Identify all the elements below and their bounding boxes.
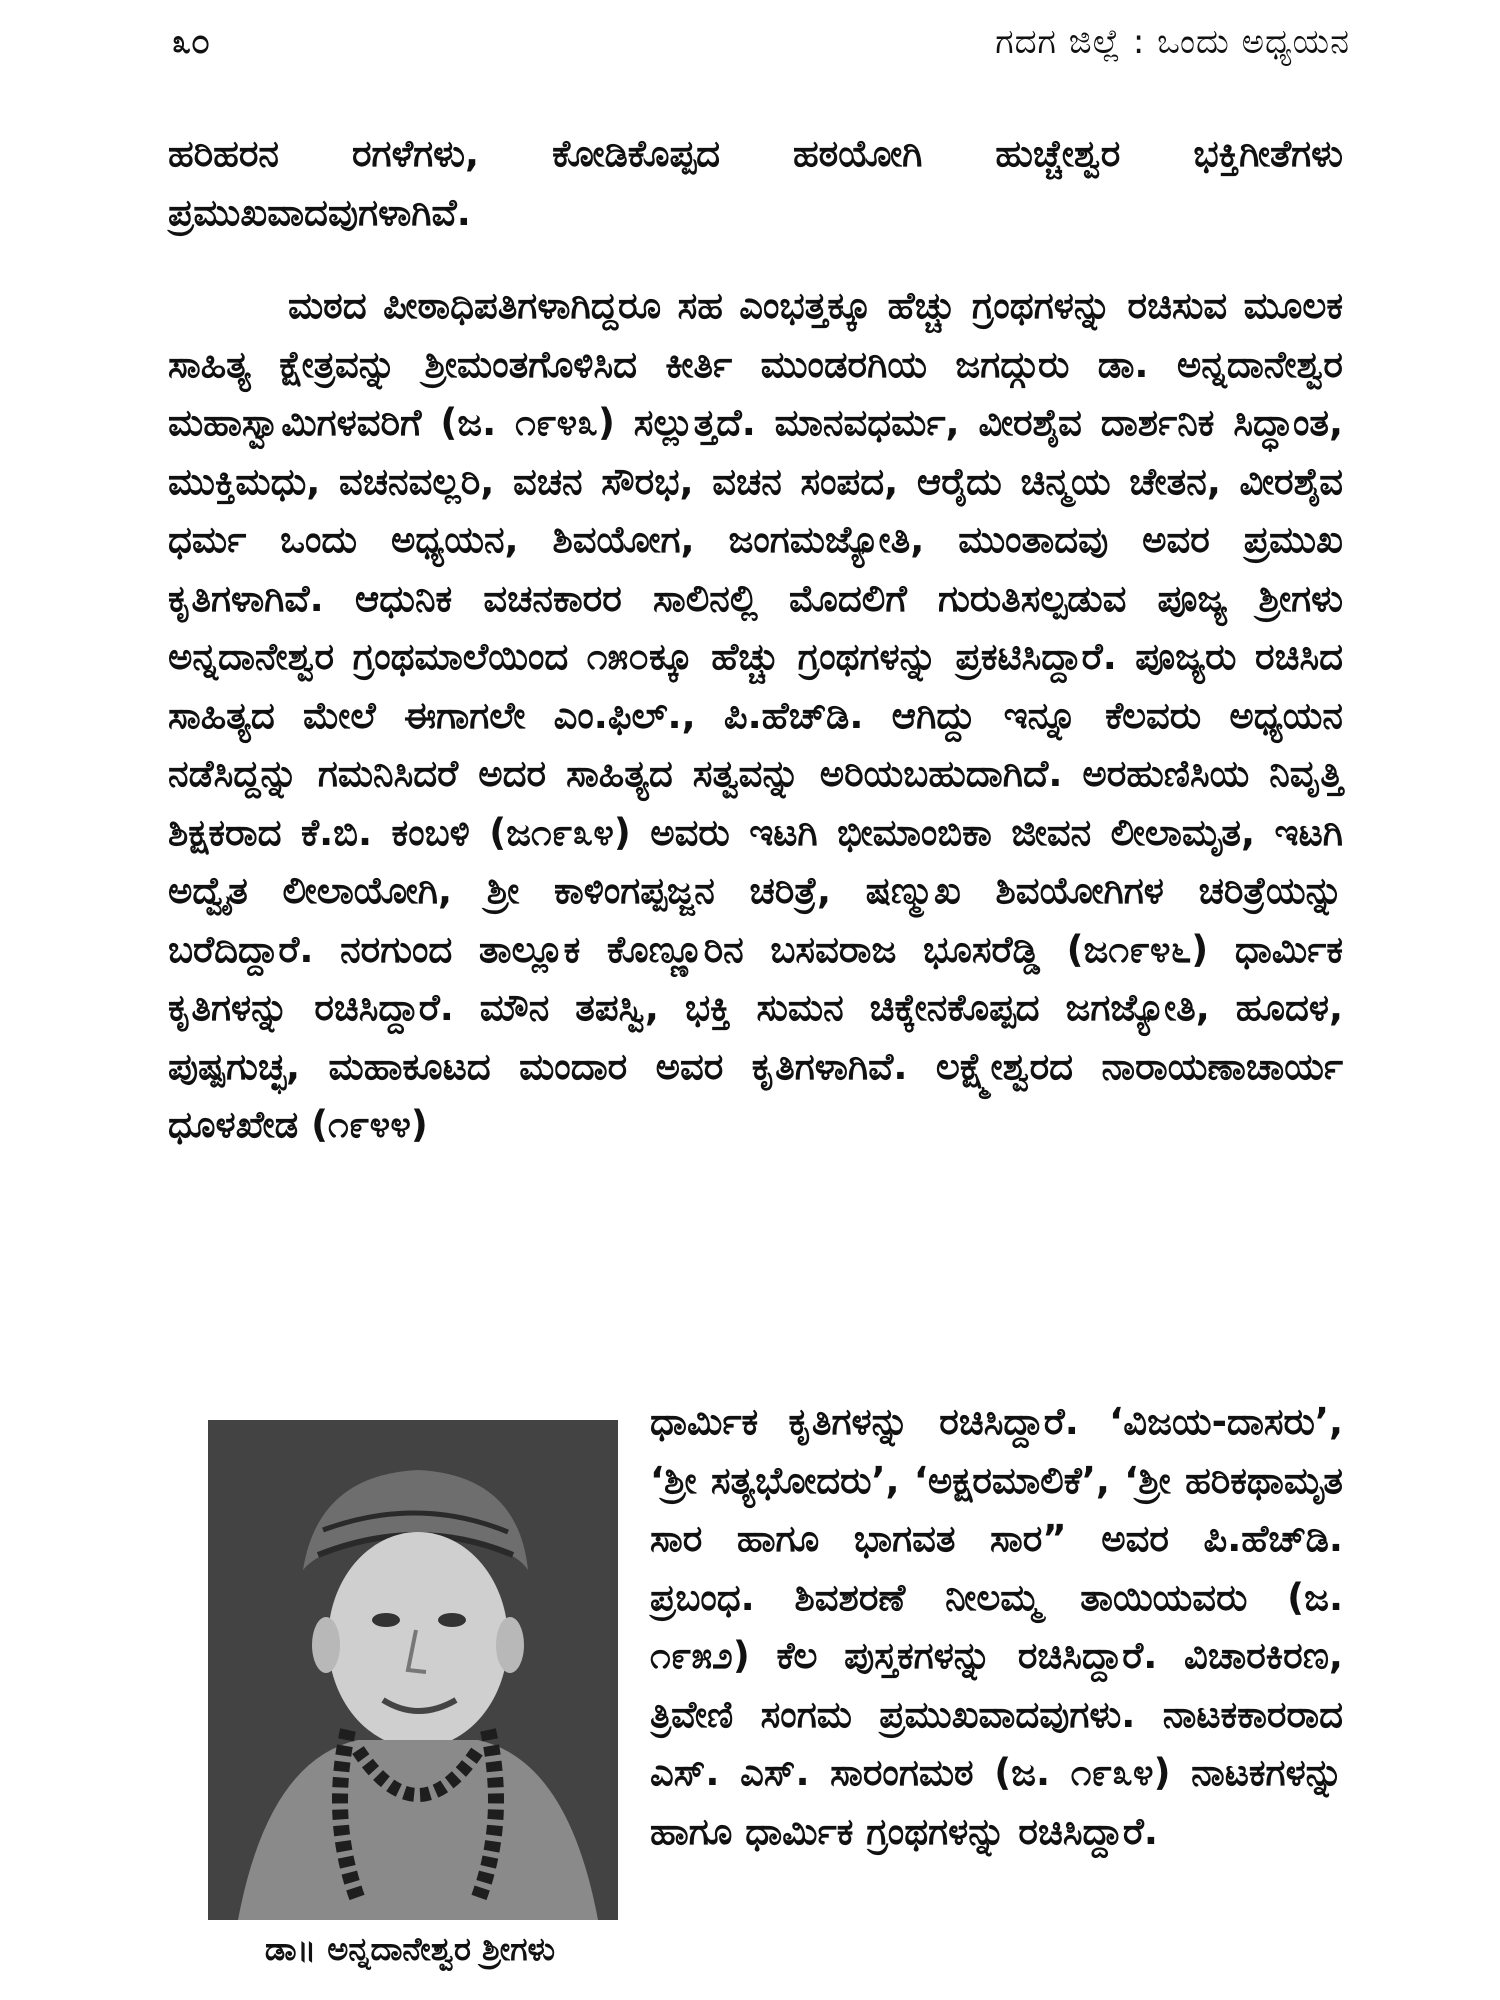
page-number: ೩೦ — [172, 22, 211, 62]
body-paragraph-3: ಧಾರ್ಮಿಕ ಕೃತಿಗಳನ್ನು ರಚಿಸಿದ್ದಾರೆ. ‘ವಿಜಯ-ದಾಸರು’, ‘ಶ್ರೀ ಸತ್ಯಭೋದರು’, ‘ಅಕ್ಷರಮಾಲಿಕೆ’, ‘ಶ್ರೀ ಹರಿಕಥಾಮೃತ ಸಾರ ಹಾಗೂ ಭಾಗವತ ಸಾರ” ಅವರ ಪಿ.ಹೆಚ್‌ಡಿ. ಪ್ರಬಂಧ. ಶಿವಶರಣೆ ನೀಲಮ್ಮ ತಾಯಿಯವರು (ಜ. ೧೯೫೨) ಕೆಲ ಪುಸ್ತಕಗಳನ್ನು ರಚಿಸಿದ್ದಾರೆ. ವಿಚಾರಕಿರಣ, ತ್ರಿವೇಣಿ ಸಂಗಮ ಪ್ರಮುಖವಾದವುಗಳು. ನಾಟಕಕಾರರಾದ ಎಸ್. ಎಸ್. ಸಾರಂಗಮಠ (ಜ. ೧೯೩೪) ನಾಟಕಗಳನ್ನು ಹಾಗೂ ಧಾರ್ಮಿಕ ಗ್ರಂಥಗಳನ್ನು ರಚಿಸಿದ್ದಾರೆ. — [650, 1400, 1343, 1853]
body-paragraph-2: ಮಠದ ಪೀಠಾಧಿಪತಿಗಳಾಗಿದ್ದರೂ ಸಹ ಎಂಭತ್ತಕ್ಕೂ ಹೆಚ್ಚು ಗ್ರಂಥಗಳನ್ನು ರಚಿಸುವ ಮೂಲಕ ಸಾಹಿತ್ಯ ಕ್ಷೇತ್ರವನ್ನು ಶ್ರೀಮಂತಗೊಳಿಸಿದ ಕೀರ್ತಿ ಮುಂಡರಗಿಯ ಜಗದ್ಗುರು ಡಾ. ಅನ್ನದಾನೇಶ್ವರ ಮಹಾಸ್ವಾಮಿಗಳವರಿಗೆ (ಜ. ೧೯೪೩) ಸಲ್ಲುತ್ತದೆ. ಮಾನವಧರ್ಮ, ವೀರಶೈವ ದಾರ್ಶನಿಕ ಸಿದ್ಧಾಂತ, ಮುಕ್ತಿಮಧು, ವಚನವಲ್ಲರಿ, ವಚನ ಸೌರಭ, ವಚನ ಸಂಪದ, ಆರೈದು ಚಿನ್ಮಯ ಚೇತನ, ವೀರಶೈವ ಧರ್ಮ ಒಂದು ಅಧ್ಯಯನ, ಶಿವಯೋಗ, ಜಂಗಮಜ್ಯೋತಿ, ಮುಂತಾದವು ಅವರ ಪ್ರಮುಖ ಕೃತಿಗಳಾಗಿವೆ. ಆಧುನಿಕ ವಚನಕಾರರ ಸಾಲಿನಲ್ಲಿ ಮೊದಲಿಗೆ ಗುರುತಿಸಲ್ಪಡುವ ಪೂಜ್ಯ ಶ್ರೀಗಳು ಅನ್ನದಾನೇಶ್ವರ ಗ್ರಂಥಮಾಲೆಯಿಂದ ೧೫೦ಕ್ಕೂ ಹೆಚ್ಚು ಗ್ರಂಥಗಳನ್ನು ಪ್ರಕಟಿಸಿದ್ದಾರೆ. ಪೂಜ್ಯರು ರಚಿಸಿದ ಸಾಹಿತ್ಯದ ಮೇಲೆ ಈಗಾಗಲೇ ಎಂ.ಫಿಲ್., ಪಿ.ಹೆಚ್‌ಡಿ. ಆಗಿದ್ದು ಇನ್ನೂ ಕೆಲವರು ಅಧ್ಯಯನ ನಡೆಸಿದ್ದನ್ನು ಗಮನಿಸಿದರೆ ಅದರ ಸಾಹಿತ್ಯದ ಸತ್ವವನ್ನು ಅರಿಯಬಹುದಾಗಿದೆ. ಅರಹುಣಿಸಿಯ ನಿವೃತ್ತಿ ಶಿಕ್ಷಕರಾದ ಕೆ.ಬಿ. ಕಂಬಳಿ (ಜ೧೯೩೪) ಅವರು ಇಟಗಿ ಭೀಮಾಂಬಿಕಾ ಜೀವನ ಲೀಲಾಮೃತ, ಇಟಗಿ ಅದ್ವೈತ ಲೀಲಾಯೋಗಿ, ಶ್ರೀ ಕಾಳಿಂಗಪ್ಪಜ್ಜನ ಚರಿತ್ರೆ, ಷಣ್ಮುಖ ಶಿವಯೋಗಿಗಳ ಚರಿತ್ರೆಯನ್ನು ಬರೆದಿದ್ದಾರೆ. ನರಗುಂದ ತಾಲ್ಲೂಕ ಕೊಣ್ಣೂರಿನ ಬಸವರಾಜ ಭೂಸರೆಡ್ಡಿ (ಜ೧೯೪೬) ಧಾರ್ಮಿಕ ಕೃತಿಗಳನ್ನು ರಚಿಸಿದ್ದಾರೆ. ಮೌನ ತಪಸ್ವಿ, ಭಕ್ತಿ ಸುಮನ ಚಿಕ್ಕೇನಕೊಪ್ಪದ ಜಗಜ್ಯೋತಿ, ಹೂದಳ, ಪುಷ್ಪಗುಚ್ಛ, ಮಹಾಕೂಟದ ಮಂದಾರ ಅವರ ಕೃತಿಗಳಾಗಿವೆ. ಲಕ್ಷ್ಮೇಶ್ವರದ ನಾರಾಯಣಾಚಾರ್ಯ ಧೂಳಖೇಡ (೧೯೪೪) — [168, 284, 1343, 1146]
photo-caption: ಡಾ॥ ಅನ್ನದಾನೇಶ್ವರ ಶ್ರೀಗಳು — [264, 1930, 556, 1968]
portrait-photo — [208, 1420, 618, 1920]
running-head: ಗದಗ ಜಿಲ್ಲೆ : ಒಂದು ಅಧ್ಯಯನ — [995, 22, 1350, 62]
portrait-image — [208, 1420, 618, 1920]
body-paragraph-1: ಹರಿಹರನ ರಗಳೆಗಳು, ಕೋಡಿಕೊಪ್ಪದ ಹಠಯೋಗಿ ಹುಚ್ಚೇಶ್ವರ ಭಕ್ತಿಗೀತೆಗಳು ಪ್ರಮುಖವಾದವುಗಳಾಗಿವೆ. — [168, 132, 1343, 234]
